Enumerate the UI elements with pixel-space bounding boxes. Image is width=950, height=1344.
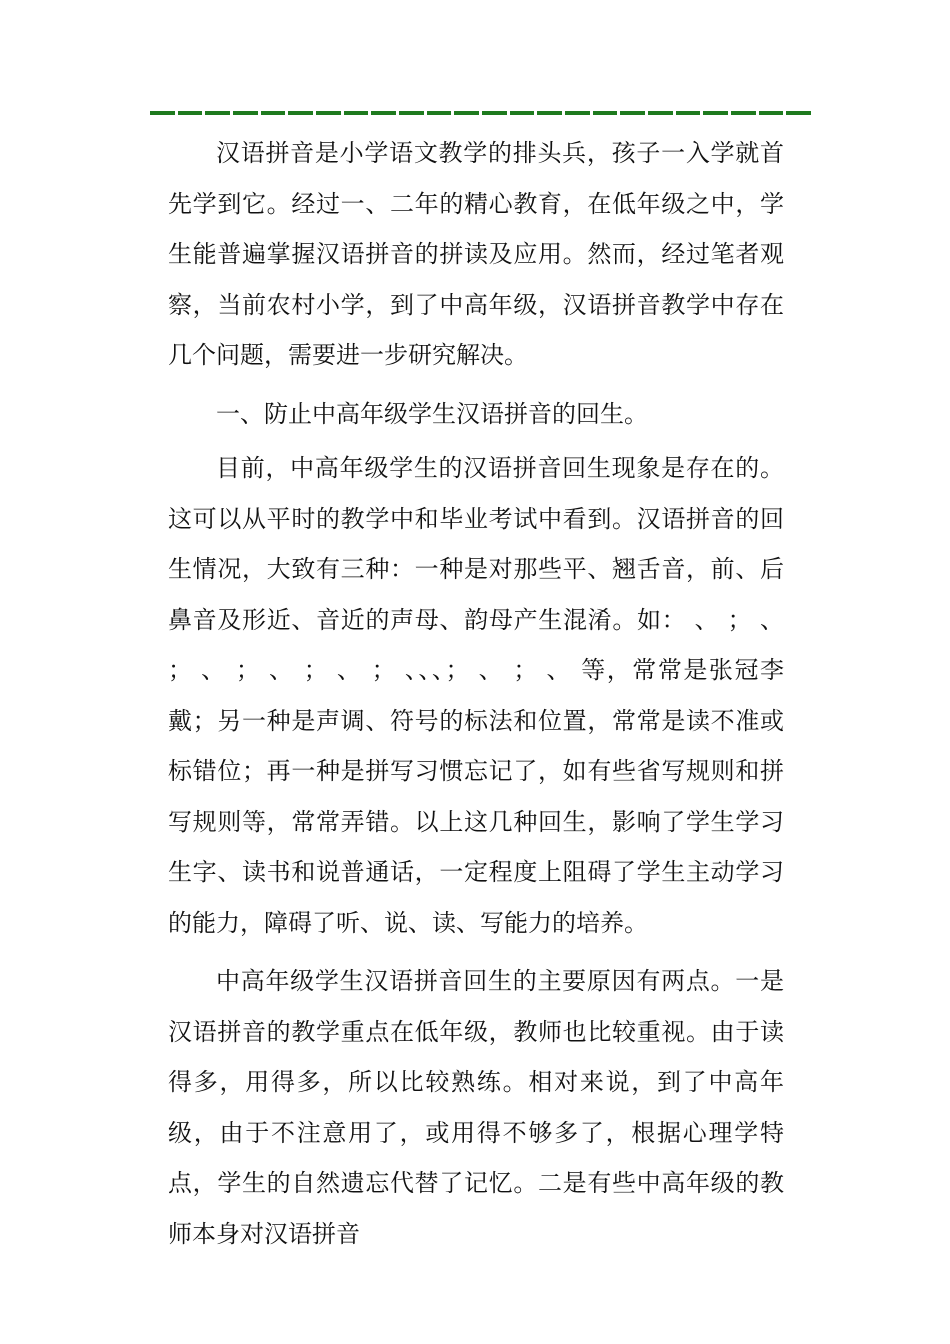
intro-paragraph: 汉语拼音是小学语文教学的排头兵，孩子一入学就首先学到它。经过一、二年的精心教育，在低年级之中，学生能普遍掌握汉语拼音的拼读及应用。然而，经过笔者观察，当前农村小学，到了中高年级，汉语拼音教学中存在几个问题，需要进一步研究解决。 bbox=[168, 139, 784, 369]
section-heading: 一、防止中高年级学生汉语拼音的回生。 bbox=[216, 399, 648, 428]
body-paragraph: 目前，中高年级学生的汉语拼音回生现象是存在的。这可以从平时的教学中和毕业考试中看到。汉语拼音的回生情况，大致有三种：一种是对那些平、翘舌音，前、后鼻音及形近、音近的声母、韵母产生混淆。如： 、 ； 、 ； 、 ； 、 ； 、 ； 、、、； 、 ； 、 等，常常是张冠李戴；另一种是声调、符号的标法和位置，常常是读不准或标错位；再一种是拼写习惯忘记了，如有些省写规则和拼写规则等，常常弄错。以上这几种回生，影响了学生学习生字、读书和说普通话，一定程度上阻碍了学生主动学习的能力，障碍了听、说、读、写能力的培养。 bbox=[168, 454, 784, 937]
document-body bbox=[168, 128, 784, 1267]
body-paragraph: 中高年级学生汉语拼音回生的主要原因有两点。一是汉语拼音的教学重点在低年级，教师也比较重视。由于读得多，用得多，所以比较熟练。相对来说，到了中高年级，由于不注意用了，或用得不够多了，根据心理学特点，学生的自然遗忘代替了记忆。二是有些中高年级的教师本身对汉语拼音 bbox=[168, 967, 784, 1248]
header-rule bbox=[150, 111, 811, 115]
